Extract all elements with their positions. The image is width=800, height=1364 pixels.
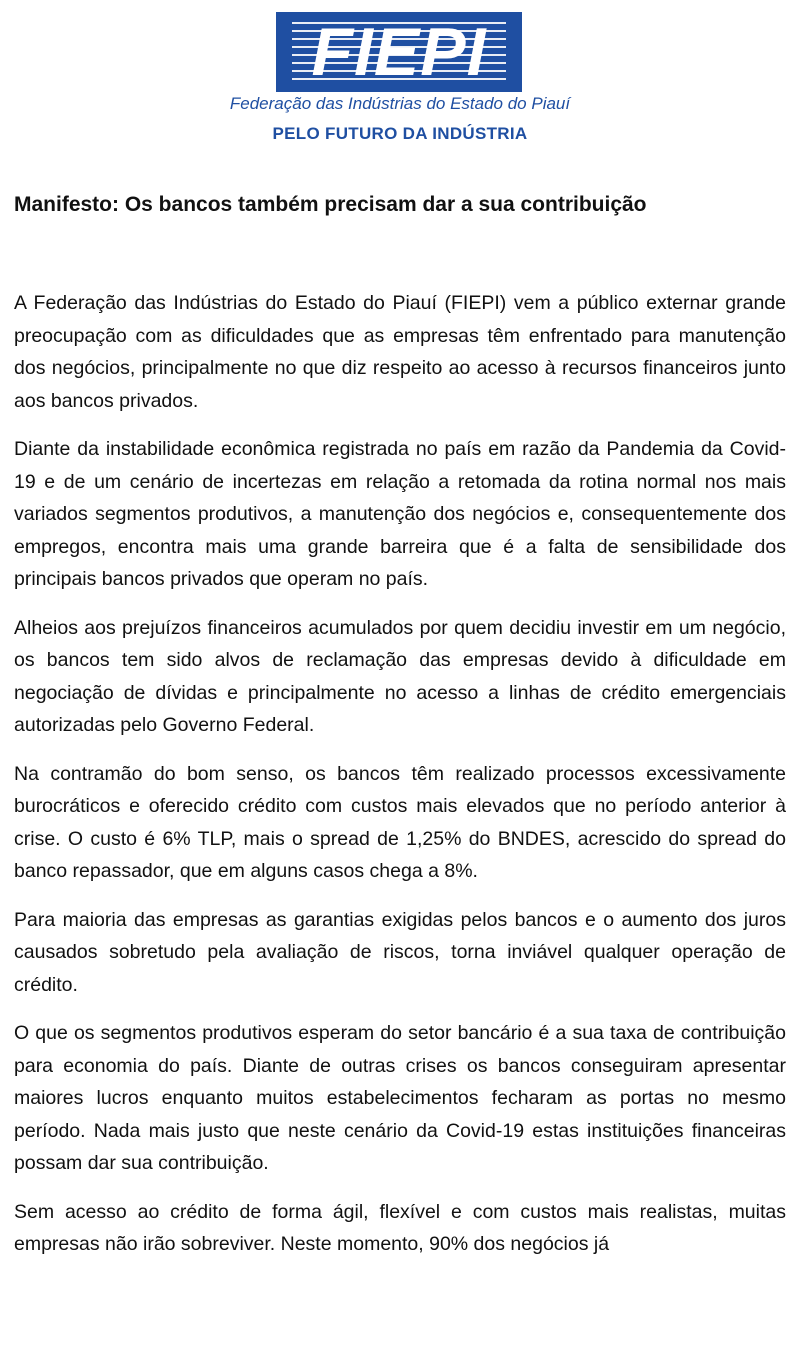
paragraph: Diante da instabilidade econômica registrada no país em razão da Pandemia da Covid-19 e de um cenário de incertezas em relação a retomada da rotina normal nos mais variados segmentos produtivos, a manutenção dos negócios e, consequentemente dos empregos, encontra mais uma grande barreira que é a falta de sensibilidade dos principais bancos privados que operam no país. — [14, 438, 786, 590]
paragraph: Para maioria das empresas as garantias exigidas pelos bancos e o aumento dos juros causados sobretudo pela avaliação de riscos, torna inviável qualquer operação de crédito. — [14, 908, 786, 996]
tagline: PELO FUTURO DA INDÚSTRIA — [272, 124, 528, 143]
fiepi-logo — [276, 12, 522, 92]
federation-name: Federação das Indústrias do Estado do Piauí — [229, 94, 571, 113]
paragraph: Na contramão do bom senso, os bancos têm realizado processos excessivamente burocráticos e oferecido crédito com custos mais elevados que no período anterior à crise. O custo é 6% TLP, mais o spread de 1,25% do BNDES, acrescido do spread do banco repassador, que em alguns casos chega a 8%. — [14, 762, 786, 882]
paragraph: O que os segmentos produtivos esperam do setor bancário é a sua taxa de contribuição para economia do país. Diante de outras crises os bancos conseguiram apresentar maiores lucros enquanto muitos estabelecimentos fecharam as portas no mesmo período. Nada mais justo que neste cenário da Covid-19 estas instituições financeiras possam dar sua contribuição. — [14, 1022, 786, 1174]
logo-text: FIEPI — [311, 14, 487, 90]
document-body — [14, 287, 786, 1277]
letterhead — [0, 10, 800, 150]
document-title: Manifesto: Os bancos também precisam dar a sua contribuição — [14, 193, 647, 216]
paragraph: Sem acesso ao crédito de forma ágil, flexível e com custos mais realistas, muitas empresas não irão sobreviver. Neste momento, 90% dos negócios já — [14, 1200, 786, 1255]
paragraph: A Federação das Indústrias do Estado do Piauí (FIEPI) vem a público externar grande preocupação com as dificuldades que as empresas têm enfrentado para manutenção dos negócios, principalmente no que diz respeito ao acesso à recursos financeiros junto aos bancos privados. — [14, 292, 786, 412]
paragraph: Alheios aos prejuízos financeiros acumulados por quem decidiu investir em um negócio, os bancos tem sido alvos de reclamação das empresas devido à dificuldade em negociação de dívidas e principalmente no acesso a linhas de crédito emergenciais autorizadas pelo Governo Federal. — [14, 616, 786, 736]
